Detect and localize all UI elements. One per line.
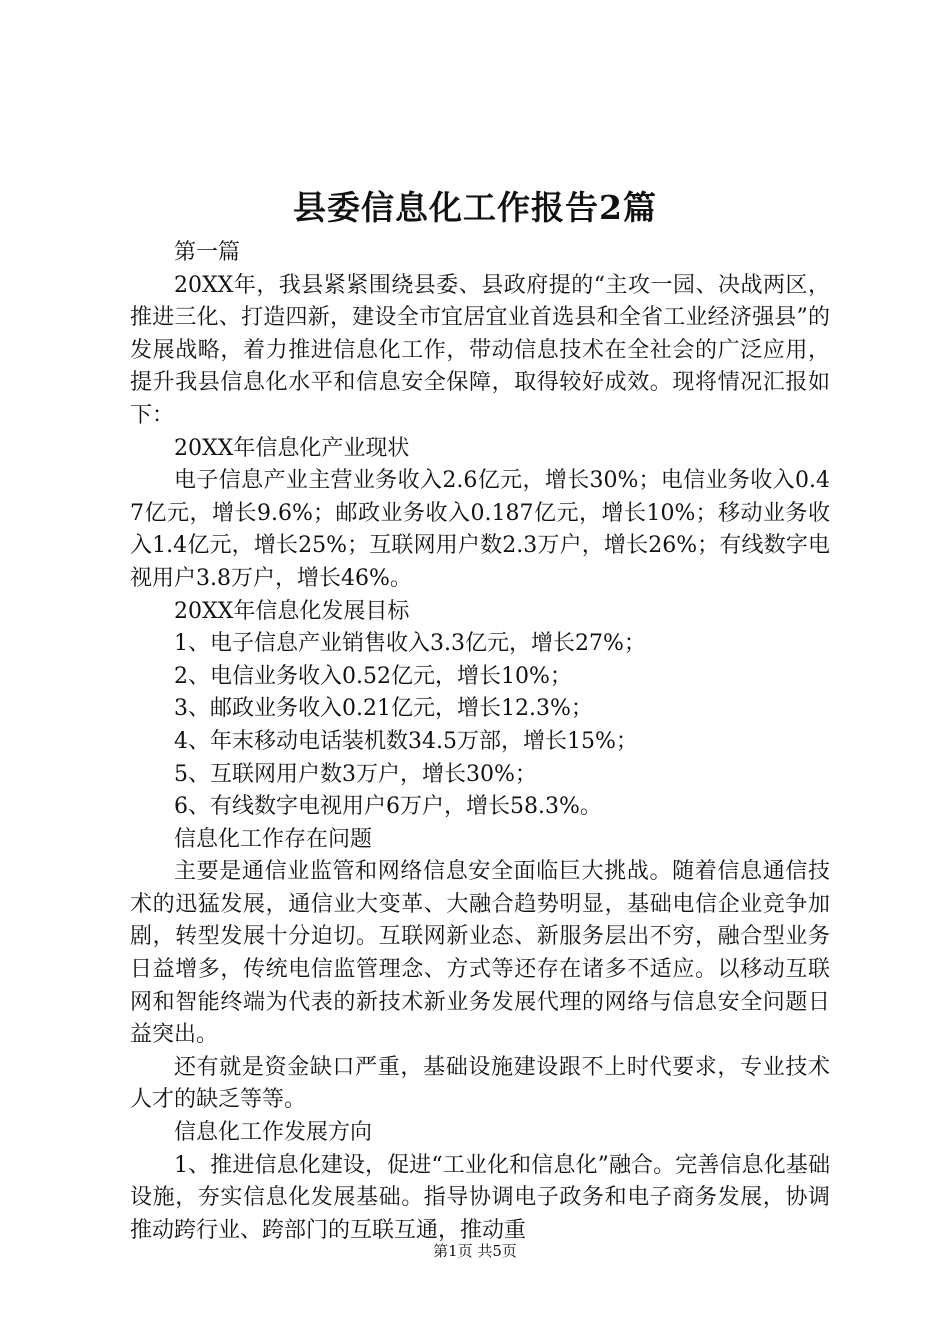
list-item: 2、电信业务收入0.52亿元，增长10%；	[174, 663, 572, 689]
paragraph: 还有就是资金缺口严重，基础设施建设跟不上时代要求，专业技术人才的缺乏等等。	[130, 1054, 830, 1113]
section-heading: 20XX年信息化发展目标	[174, 598, 410, 624]
paragraph: 1、推进信息化建设，促进“工业化和信息化”融合。完善信息化基础设施，夯实信息化发展基础。指导协调电子政务和电子商务发展，协调推动跨行业、跨部门的互联互通，推动重	[130, 1152, 830, 1243]
document-title: 县委信息化工作报告2篇	[293, 188, 657, 227]
paragraph: 电子信息产业主营业务收入2.6亿元，增长30%；电信业务收入0.47亿元，增长9.6%；邮政业务收入0.187亿元，增长10%；移动业务收入1.4亿元，增长25%；互联网用户数2.3万户，增长26%；有线数字电视用户3.8万户，增长46%。	[130, 468, 830, 591]
section-heading: 20XX年信息化产业现状	[174, 435, 410, 461]
section-heading: 第一篇	[174, 240, 241, 265]
section-heading: 信息化工作发展方向	[174, 1120, 373, 1146]
list-item: 3、邮政业务收入0.21亿元，增长12.3%；	[174, 696, 593, 722]
list-item: 6、有线数字电视用户6万户，增长58.3%。	[174, 794, 602, 820]
section-heading: 信息化工作存在问题	[174, 826, 373, 852]
paragraph: 主要是通信业监管和网络信息安全面临巨大挑战。随着信息通信技术的迅猛发展，通信业大变革、大融合趋势明显，基础电信企业竞争加剧，转型发展十分迫切。互联网新业态、新服务层出不穷，融合型业务日益增多，传统电信监管理念、方式等还存在诸多不适应。以移动互联网和智能终端为代表的新技术新业务发展代理的网络与信息安全问题日益突出。	[130, 859, 830, 1048]
list-item: 4、年末移动电话装机数34.5万部，增长15%；	[174, 728, 638, 754]
document-body	[130, 237, 830, 1247]
list-item: 1、电子信息产业销售收入3.3亿元，增长27%；	[174, 631, 646, 657]
paragraph: 20XX年，我县紧紧围绕县委、县政府提的“主攻一园、决战两区，推进三化、打造四新，建设全市宜居宜业首选县和全省工业经济强县”的发展战略，着力推进信息化工作，带动信息技术在全社会的广泛应用，提升我县信息化水平和信息安全保障，取得较好成效。现将情况汇报如下：	[130, 272, 830, 428]
list-item: 5、互联网用户数3万户，增长30%；	[174, 761, 537, 787]
page-number-footer: 第1页 共5页	[433, 1242, 517, 1260]
